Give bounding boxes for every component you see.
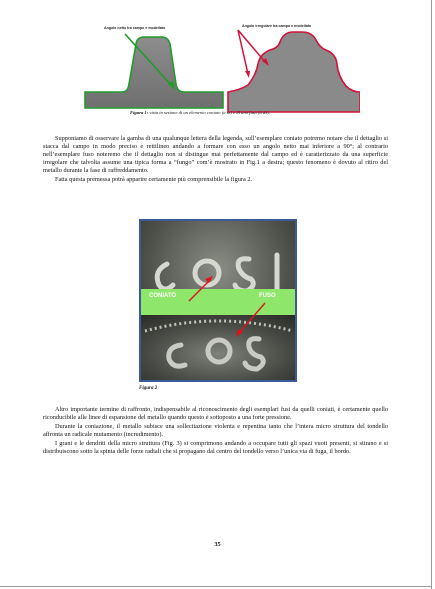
- paragraph: Altro importante termine di raffronto, indispensabile al riconoscimento degli esemplari fusi da quelli coniati, è certamente quello riconducibile alle linee di espansione del metallo quando questo è sottoposto a una forte pressione.: [43, 406, 388, 421]
- figure-1-svg: [80, 20, 360, 120]
- cast-arrow-2-head: [245, 71, 250, 78]
- page-number: 35: [214, 541, 221, 548]
- paragraph: Durante la coniazione, il metallo subisce una sollecitazione violenta e repentina tanto che l’intera micro struttura del tondello affronta un radicale mutamento (incrudimento).: [43, 422, 388, 438]
- page-edge-right: [431, 0, 432, 589]
- label-coniato: CONIATO: [149, 293, 177, 299]
- label-fuso: FUSO: [259, 293, 276, 299]
- page-edge-bottom: [0, 586, 432, 587]
- figure-1-caption-label: Figura 1:: [130, 110, 149, 115]
- paragraph: Supponiamo di osservare la gamba di una qualunque lettera della legenda, sull’esemplare coniato potremo notare che il dettaglio si stacca dal campo in modo preciso e rettilineo andando a formare con esso un angolo netto mai inferiore a 90°; al contrario nell’esemplare fuso noteremo che il dettaglio non si distingue mai perfettamente dal campo ed è caratterizzato da una superficie irregolare che talvolta assume una tipica forma a “fungo” com’è mostrato in Fig.1 a destra; questo fenomeno è dovuto al ritiro del metallo durante la fase di raffreddamento.: [43, 135, 388, 174]
- body-text-top: [43, 135, 388, 183]
- figure-1-diagram: [80, 20, 360, 120]
- photo-bottom-half: [141, 315, 295, 380]
- paragraph: I grani e le dendriti della micro struttura (Fig. 3) si comprimono andando a occupare tutti gli spazi vuoti presenti, si stirano e si distribuiscono sotto la spinta delle forze radiali che si propagano dal centro del tondello verso l’unica via di fuga, il bordo.: [43, 439, 388, 455]
- figure-1-label-left: Angolo netto tra campo e modellato: [104, 26, 166, 30]
- figure-1-caption-text: vista in sezione di un elemento coniato (a sx) e di uno fuso (a dx).: [148, 110, 270, 115]
- figure-1-label-right: Angolo irregolare tra campo e modellato: [242, 24, 312, 28]
- figure-2-svg: [139, 219, 297, 382]
- figure-2-photo: [139, 219, 297, 382]
- paragraph: Fatta questa premessa potrà apparire certamente più comprensibile la figura 2.: [55, 175, 253, 183]
- coined-section-shape: [85, 37, 223, 108]
- figure-1-caption: [80, 110, 320, 115]
- figure-2-caption: Figura 2: [139, 386, 158, 391]
- body-text-bottom: [43, 406, 388, 455]
